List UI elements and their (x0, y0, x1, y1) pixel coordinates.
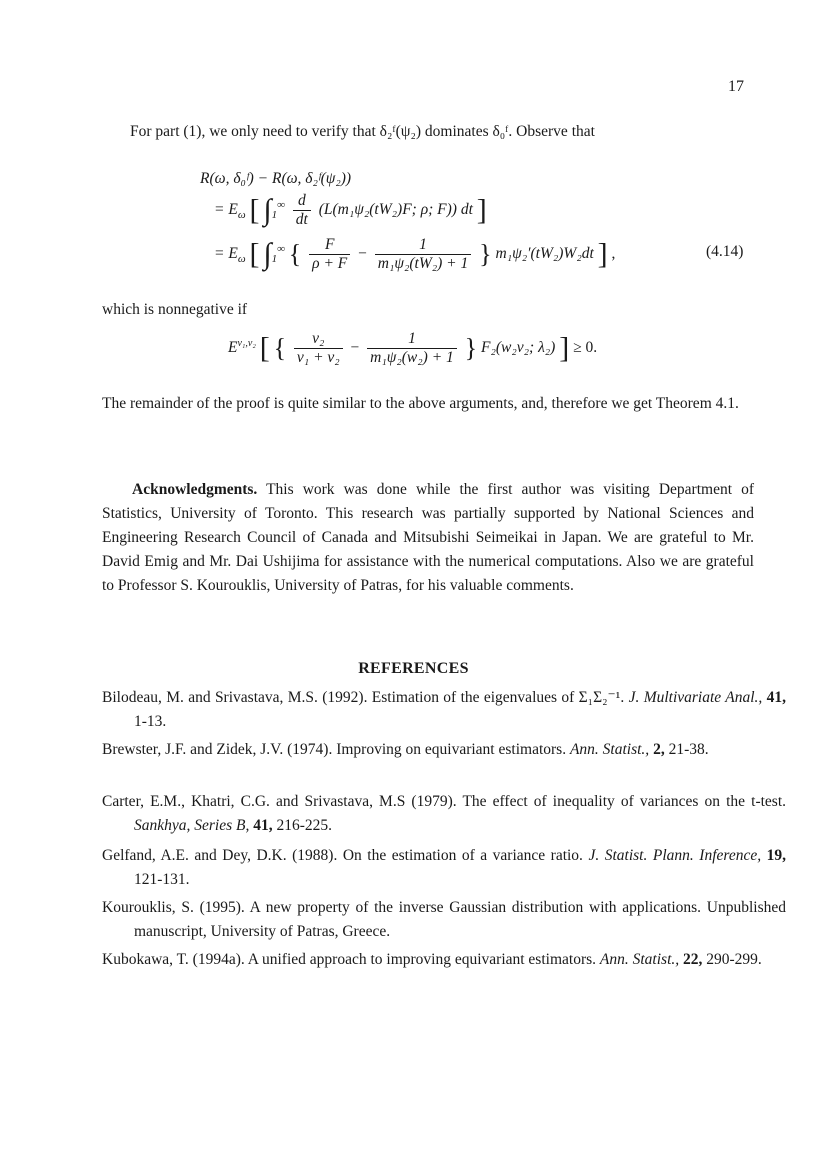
left-bracket: [ (249, 237, 260, 271)
right-brace: } (464, 333, 478, 363)
equation-line-2: = $E_\omega$ [ $\int_1^\infty$ $\frac{d}{dt}$ (L(m₁ψ₂(tW₂)F; ρ; F)) dt ] (214, 192, 487, 228)
equation-line-2-prefix: = E (214, 201, 238, 219)
references-title: REFERENCES (358, 660, 469, 677)
fraction-one-over-m (375, 236, 472, 273)
condition-equation: $E^{v_1,v_2}$ [ { $\frac{\text{v₂}}{\text{v₁ + v₂}}$ − $\frac{1}{\text{m₁ψ₂(w₂) + 1}}$ } F₂(w₂v₂; λ₂) ] ≥ 0. (228, 330, 598, 366)
fraction-one-over-m (367, 330, 457, 367)
right-bracket: ] (597, 237, 608, 271)
acknowledgments-paragraph (102, 478, 754, 598)
fraction-denominator: m₁ψ₂(w₂) + 1 (370, 349, 454, 366)
reference-item: Bilodeau, M. and Srivastava, M.S. (1992). Estimation of the eigenvalues of Σ₁Σ₂⁻¹. J. Multivariate Anal., 41, 1-13. (102, 689, 787, 730)
right-bracket: ] (476, 193, 487, 227)
right-bracket: ] (559, 331, 570, 365)
acknowledgments-heading: Acknowledgments. (132, 481, 258, 498)
left-brace: { (273, 333, 287, 363)
right-brace: } (479, 239, 492, 269)
equation-line-3-prefix: = E (214, 245, 238, 263)
fraction-denominator: m₁ψ₂(tW₂) + 1 (377, 255, 469, 272)
reference-item: Kourouklis, S. (1995). A new property of the inverse Gaussian distribution with applications. Unpublished manuscript, University of Patras, Greece. (102, 899, 786, 940)
fraction-numerator: F (309, 236, 350, 255)
fraction-numerator: v₂ (294, 330, 343, 349)
expectation-symbol: E (228, 339, 238, 357)
expectation-superscript: v₁,v₂ (237, 337, 256, 349)
reference-item: Carter, E.M., Khatri, C.G. and Srivastava, M.S (1979). The effect of inequality of variances on the t-test. Sankhya, Series B, 41, 216-225. (102, 793, 786, 834)
left-brace: { (288, 239, 302, 269)
equation-line-1: R(ω, δ₀ᶠ) − R(ω, δ₂ᶠ(ψ₂)) (200, 170, 352, 187)
reference-item: Gelfand, A.E. and Dey, D.K. (1988). On the estimation of a variance ratio. J. Statist. Plann. Inference, 19, 121-131. (102, 847, 786, 888)
condition-tail: F₂(w₂v₂; λ₂) (481, 339, 556, 357)
page-number: 17 (728, 78, 744, 95)
reference-item: Brewster, J.F. and Zidek, J.V. (1974). Improving on equivariant estimators. Ann. Statist., 2, 21-38. (102, 741, 709, 758)
fraction-numerator: 1 (375, 236, 472, 255)
left-bracket: [ (249, 193, 260, 227)
fraction-denominator: ρ + F (312, 255, 348, 272)
reference-item: Kubokawa, T. (1994a). A unified approach to improving equivariant estimators. Ann. Statist., 22, 290-299. (102, 951, 762, 968)
equation-line-3: = $E_\omega$ [ $\int_1^\infty$ { $\frac{F}{\rho + F}$ − $\frac{1}{\text{m₁ψ₂(tW₂) + 1}}$ } m₁ψ₂′(tW₂)W₂dt ] , (214, 236, 616, 272)
derivative-fraction: $\frac{d}{dt}$ (293, 192, 311, 229)
integral-sign: ∫ (263, 237, 272, 271)
intro-line: For part (1), we only need to verify that δ₂ᶠ(ψ₂) dominates δ₀ᶠ. Observe that (130, 123, 595, 140)
equation-line-2-body: (L(m₁ψ₂(tW₂)F; ρ; F)) dt (318, 201, 473, 219)
remainder-paragraph: The remainder of the proof is quite similar to the above arguments, and, therefore we get Theorem 4.1. (102, 395, 739, 412)
fraction-f-over-rho (309, 236, 350, 273)
fraction-numerator: 1 (367, 330, 457, 349)
fraction-v2 (294, 330, 343, 367)
nonnegative-line: which is nonnegative if (102, 301, 248, 318)
equation-line-3-tail: m₁ψ₂′(tW₂)W₂dt (495, 245, 594, 263)
equation-label: (4.14) (706, 243, 744, 260)
integral-sign: ∫ (263, 193, 272, 227)
left-bracket: [ (259, 331, 270, 365)
acknowledgments-text: This work was done while the first author was visiting Department of Statistics, University of Toronto. This research was partially supported by National Sciences and Engineering Research Council of Canada and Mitsubishi Seimeikai in Japan. We are grateful to Mr. David Emig and Mr. Dai Ushijima for assistance with the numerical computations. Also we are grateful to Professor S. Kourouklis, University of Patras, for his valuable comments. (102, 481, 754, 594)
fraction-denominator: v₁ + v₂ (296, 349, 340, 366)
inequality: ≥ 0. (573, 339, 598, 357)
